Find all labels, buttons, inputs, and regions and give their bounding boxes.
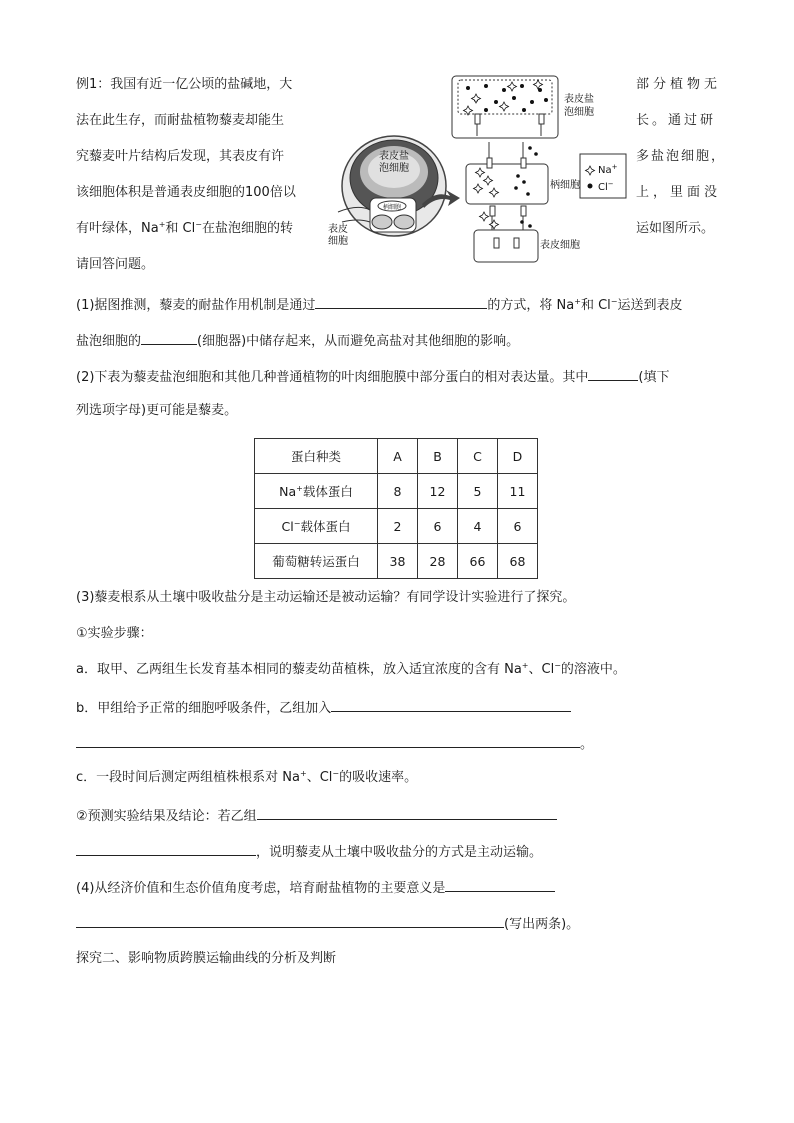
stalk-cell-box <box>466 164 580 204</box>
q3-step-b: b．甲组给予正常的细胞呼吸条件，乙组加入 <box>76 697 571 718</box>
q4-blank-1[interactable] <box>445 877 555 892</box>
q4-line-1: (4)从经济价值和生态价值角度考虑，培育耐盐植物的主要意义是 <box>76 877 555 898</box>
protein-table <box>254 438 538 579</box>
q4-line-2: (写出两条)。 <box>76 913 579 934</box>
table-row-label: Cl−载体蛋白 <box>255 509 378 544</box>
table-cell: 4 <box>458 509 498 544</box>
table-header-cell: C <box>458 439 498 474</box>
epidermal-cell-label: 表皮细胞 <box>540 240 580 251</box>
example-right-2: 长。通过研 <box>636 113 717 128</box>
q3-blank-b1[interactable] <box>331 697 571 712</box>
epi-label-2: 细胞 <box>328 236 348 247</box>
table-cell: 8 <box>378 474 418 509</box>
table-cell: 28 <box>418 544 458 579</box>
table-cell: 66 <box>458 544 498 579</box>
stalk-cell-label: 柄细胞 <box>550 180 580 191</box>
q2-line-2: 列选项字母)更可能是藜麦。 <box>76 403 238 418</box>
bladder-label-2: 泡细胞 <box>379 163 409 174</box>
bladder-box-label-2: 泡细胞 <box>564 107 594 118</box>
q3-step-b-cont: 。 <box>76 733 593 754</box>
example-right-5: 运如图所示。 <box>636 221 715 236</box>
example-line-2: 法在此生存，而耐盐植物藜麦却能生 <box>76 113 285 128</box>
q3-steps-title: ①实验步骤： <box>76 626 153 641</box>
leaf-section-figure <box>328 136 446 247</box>
q1-blank-2[interactable] <box>141 330 197 345</box>
spread-text: 部分植物无 <box>636 77 722 92</box>
table-header-cell: 蛋白种类 <box>255 439 378 474</box>
table-header-cell: A <box>378 439 418 474</box>
q3-blank-b2[interactable] <box>76 733 580 748</box>
q1-line-1: (1)据图推测，藜麦的耐盐作用机制是通过 的方式，将 Na+和 Cl−运送到表皮 <box>76 294 683 315</box>
table-row <box>255 544 538 579</box>
q3-predict-cont: ，说明藜麦从土壤中吸收盐分的方式是主动运输。 <box>76 841 542 862</box>
section-2-title: 探究二、影响物质跨膜运输曲线的分析及判断 <box>76 951 337 966</box>
example-line-1: 例1：我国有近一亿公顷的盐碱地，大 <box>76 77 293 92</box>
stalk-small-label: 柄细胞 <box>382 204 402 211</box>
example-line-4: 该细胞体积是普通表皮细胞的100倍以 <box>76 185 296 200</box>
bladder-label-1: 表皮盐 <box>379 151 409 162</box>
table-cell: 38 <box>378 544 418 579</box>
q1-blank-1[interactable] <box>315 294 487 309</box>
example-right-3: 多盐泡细胞， <box>636 149 727 164</box>
table-row <box>255 474 538 509</box>
bladder-box-label-1: 表皮盐 <box>564 94 594 105</box>
q2-blank[interactable] <box>588 366 638 381</box>
example-line-3: 究藜麦叶片结构后发现，其表皮有许 <box>76 149 285 164</box>
salt-bladder-diagram <box>318 72 630 264</box>
q4-blank-2[interactable] <box>76 913 504 928</box>
table-cell: 12 <box>418 474 458 509</box>
ion-legend <box>580 154 626 198</box>
table-cell: 2 <box>378 509 418 544</box>
q3-predict: ②预测实验结果及结论：若乙组 <box>76 805 557 826</box>
example-right-1 <box>636 76 722 94</box>
table-row <box>255 509 538 544</box>
q3-blank-predict-2[interactable] <box>76 841 256 856</box>
table-cell: 6 <box>418 509 458 544</box>
table-cell: 68 <box>498 544 538 579</box>
table-row-label: 葡萄糖转运蛋白 <box>255 544 378 579</box>
q3-blank-predict-1[interactable] <box>257 805 557 820</box>
epidermal-cell-box <box>474 230 580 262</box>
epi-label-1: 表皮 <box>328 224 348 235</box>
table-header-cell: D <box>498 439 538 474</box>
example-line-6: 请回答问题。 <box>76 257 155 272</box>
table-cell: 6 <box>498 509 538 544</box>
legend-na-label: Na+ <box>598 163 618 176</box>
q3-intro: (3)藜麦根系从土壤中吸收盐分是主动运输还是被动运输？有同学设计实验进行了探究。 <box>76 590 576 605</box>
q1-line-2: 盐泡细胞的 (细胞器)中储存起来，从而避免高盐对其他细胞的影响。 <box>76 330 519 351</box>
table-header-cell: B <box>418 439 458 474</box>
table-header-row <box>255 439 538 474</box>
q2-line-1: (2)下表为藜麦盐泡细胞和其他几种普通植物的叶肉细胞膜中部分蛋白的相对表达量。其中 (填下 <box>76 366 670 387</box>
table-row-label: Na+载体蛋白 <box>255 474 378 509</box>
example-right-4: 上，里面没 <box>636 185 722 200</box>
q3-step-c: c．一段时间后测定两组植株根系对 Na+、Cl−的吸收速率。 <box>76 769 418 785</box>
legend-cl-label: Cl− <box>598 180 614 193</box>
q3-step-a: a．取甲、乙两组生长发育基本相同的藜麦幼苗植株，放入适宜浓度的含有 Na+、Cl−的溶液中。 <box>76 661 626 677</box>
table-cell: 5 <box>458 474 498 509</box>
table-cell: 11 <box>498 474 538 509</box>
example-line-5: 有叶绿体，Na+和 Cl−在盐泡细胞的转 <box>76 220 293 236</box>
cl-legend-icon <box>588 184 593 189</box>
